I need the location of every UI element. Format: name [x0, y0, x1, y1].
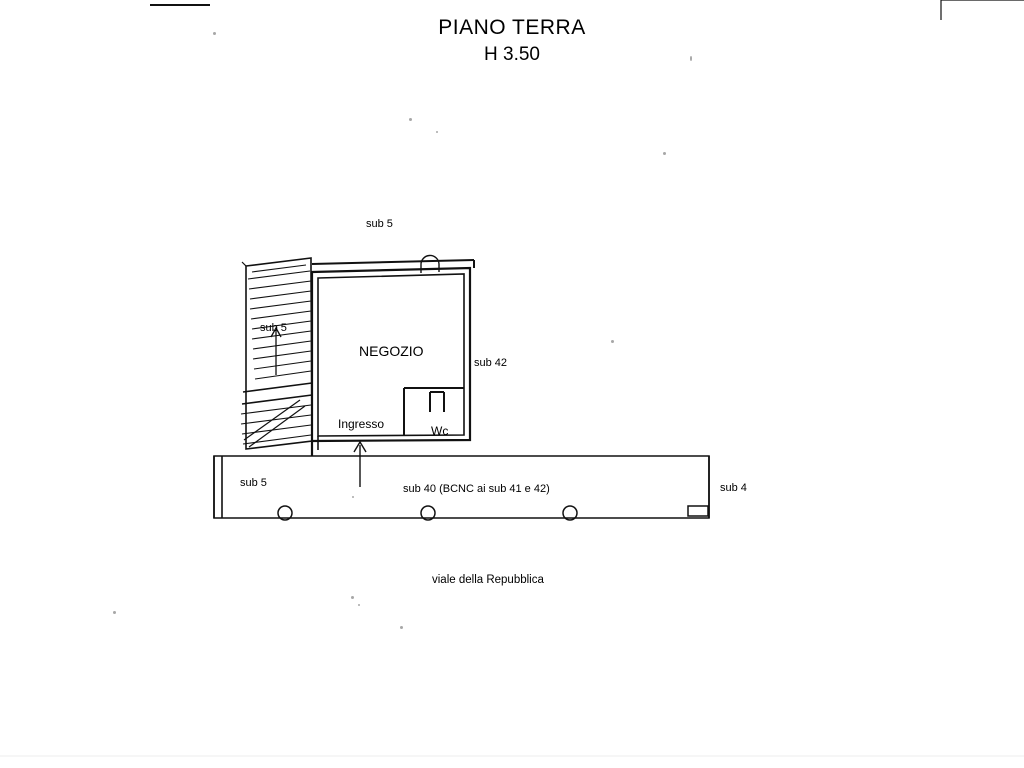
label-sub40: sub 40 (BCNC ai sub 41 e 42)	[403, 483, 550, 495]
scan-speck	[611, 340, 614, 343]
scan-speck	[663, 152, 666, 155]
label-street: viale della Repubblica	[432, 574, 544, 586]
label-negozio: NEGOZIO	[359, 343, 424, 359]
scan-artifact-line	[150, 4, 210, 6]
scan-speck	[400, 626, 403, 629]
scan-speck	[690, 56, 692, 61]
scan-speck	[409, 118, 412, 121]
label-sub4: sub 4	[720, 482, 747, 494]
top-wall-opening	[421, 255, 439, 273]
label-sub42: sub 42	[474, 357, 508, 369]
ingresso-arrow	[354, 442, 366, 487]
page-title: PIANO TERRA	[438, 16, 586, 39]
scan-speck	[352, 496, 354, 498]
label-wc: Wc	[431, 424, 449, 438]
stair-up-arrow	[271, 328, 281, 375]
scan-speck	[358, 604, 360, 606]
scan-speck	[351, 596, 354, 599]
scan-speck	[113, 611, 116, 614]
staircase-block	[241, 258, 312, 449]
scan-speck	[436, 131, 438, 133]
label-sub5-stairs: sub 5	[260, 322, 287, 334]
label-ingresso: Ingresso	[338, 417, 385, 431]
ceiling-height-note: H 3.50	[484, 44, 540, 65]
scan-speck	[213, 32, 216, 35]
label-sub5-top: sub 5	[366, 218, 393, 230]
label-sub5-left: sub 5	[240, 477, 267, 489]
